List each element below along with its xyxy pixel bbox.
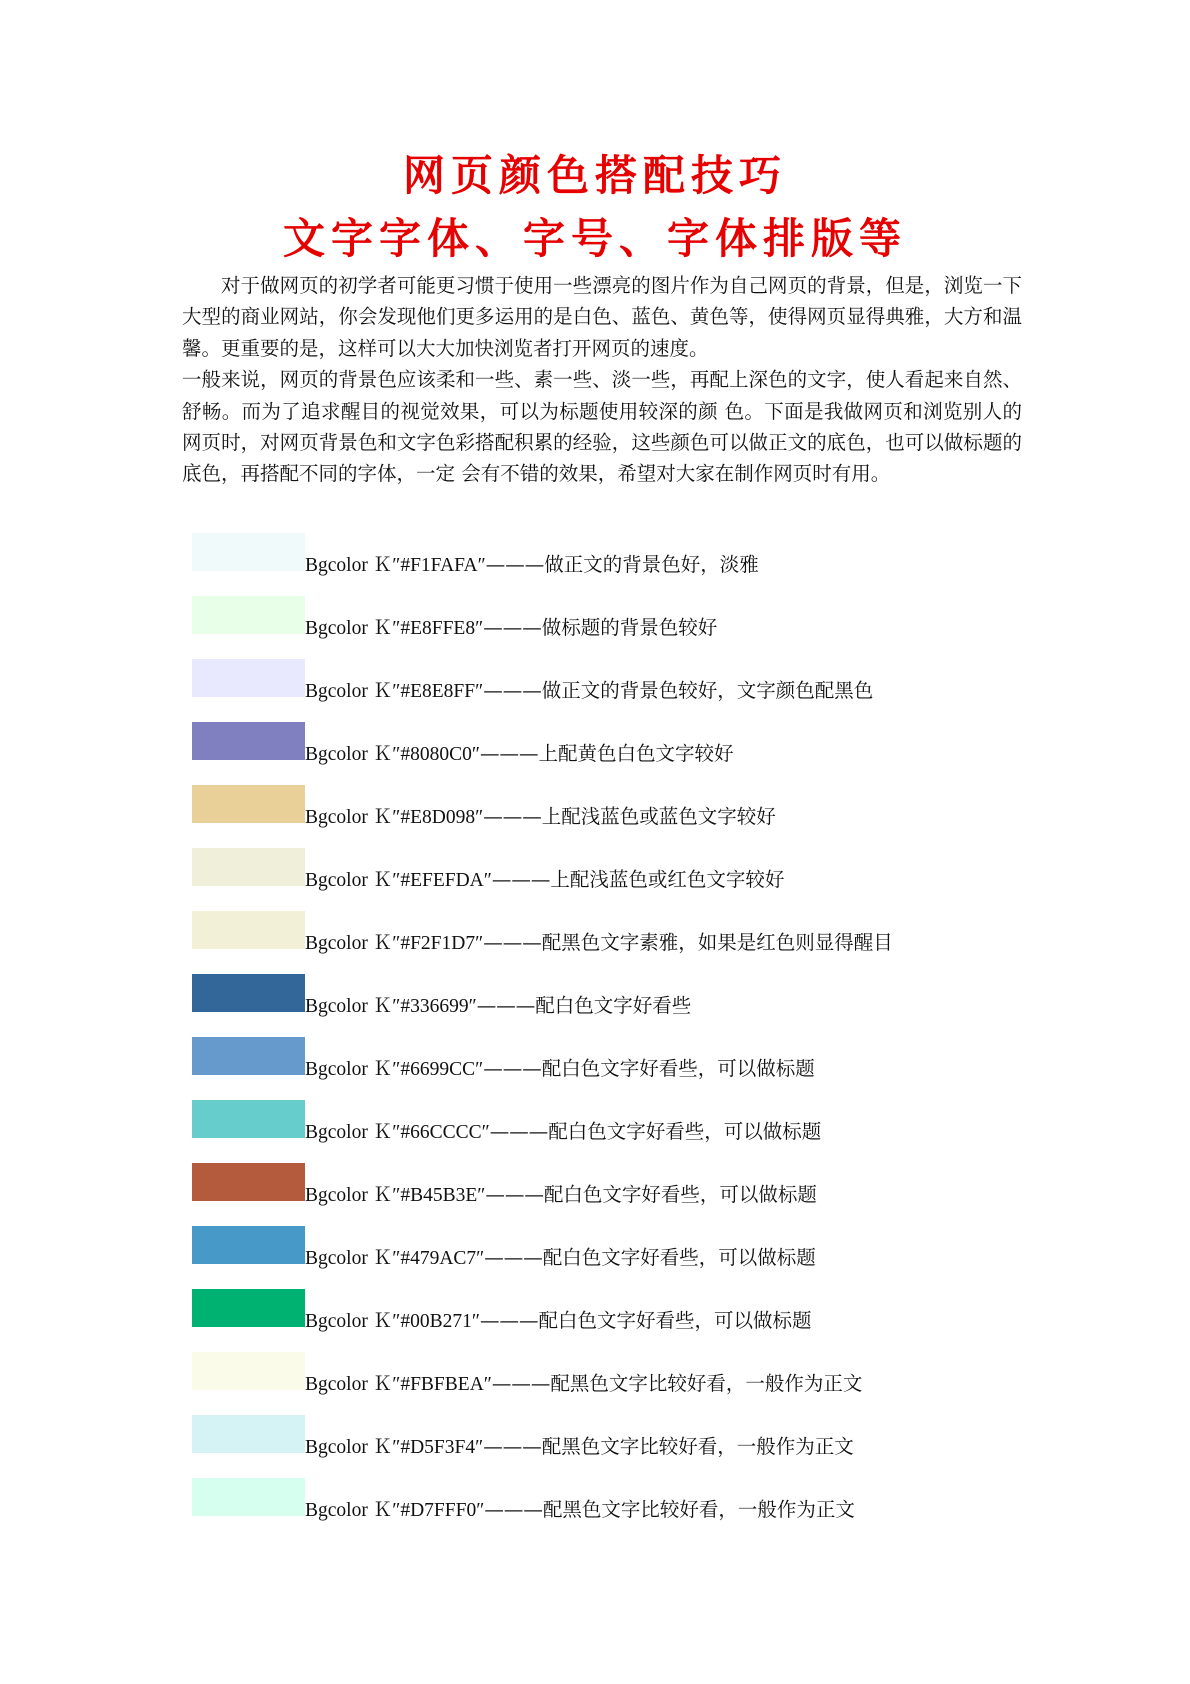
swatch-prefix: Bgcolor Ｋ″ bbox=[305, 1437, 401, 1458]
color-swatch-row bbox=[192, 659, 1012, 722]
color-swatch bbox=[192, 1226, 305, 1264]
color-swatch bbox=[192, 1037, 305, 1075]
swatch-hex-code: #336699″ bbox=[400, 996, 477, 1017]
swatch-hex-code: #6699CC″ bbox=[400, 1059, 484, 1080]
swatch-prefix: Bgcolor Ｋ″ bbox=[305, 1500, 401, 1521]
swatch-prefix: Bgcolor Ｋ″ bbox=[305, 1248, 401, 1269]
swatch-prefix: Bgcolor Ｋ″ bbox=[305, 933, 401, 954]
color-swatch bbox=[192, 1352, 305, 1390]
color-swatch-label bbox=[305, 1180, 817, 1211]
swatch-description: ———做正文的背景色较好，文字颜色配黑色 bbox=[483, 679, 874, 702]
color-swatch-row bbox=[192, 1289, 1012, 1352]
swatch-description: ———上配浅蓝色或蓝色文字较好 bbox=[483, 805, 776, 828]
swatch-description: ———做标题的背景色较好 bbox=[483, 616, 718, 639]
swatch-description: ———配白色文字好看些，可以做标题 bbox=[485, 1183, 817, 1206]
swatch-description: ———配白色文字好看些，可以做标题 bbox=[483, 1057, 815, 1080]
color-swatch-row bbox=[192, 1478, 1012, 1541]
swatch-hex-code: #F1FAFA″ bbox=[400, 555, 486, 576]
swatch-description: ———上配浅蓝色或红色文字较好 bbox=[491, 868, 785, 891]
swatch-description: ———配白色文字好看些，可以做标题 bbox=[484, 1246, 816, 1269]
color-swatch-label bbox=[305, 1054, 815, 1085]
intro-text bbox=[182, 270, 1022, 490]
swatch-hex-code: #E8D098″ bbox=[400, 807, 484, 828]
swatch-description: ———配黑色文字比较好看，一般作为正文 bbox=[491, 1372, 863, 1395]
color-swatch-label bbox=[305, 676, 873, 707]
color-swatch bbox=[192, 722, 305, 760]
color-swatch-label bbox=[305, 739, 733, 770]
swatch-prefix: Bgcolor Ｋ″ bbox=[305, 1374, 401, 1395]
swatch-description: ———配白色文字好看些，可以做标题 bbox=[479, 1309, 812, 1332]
color-swatch bbox=[192, 659, 305, 697]
swatch-hex-code: #E8FFE8″ bbox=[400, 618, 484, 639]
swatch-prefix: Bgcolor Ｋ″ bbox=[305, 1059, 401, 1080]
swatch-hex-code: #F2F1D7″ bbox=[400, 933, 484, 954]
color-swatch-row bbox=[192, 1037, 1012, 1100]
color-swatch bbox=[192, 974, 305, 1012]
swatch-prefix: Bgcolor Ｋ″ bbox=[305, 555, 401, 576]
color-swatch bbox=[192, 848, 305, 886]
color-swatch-label bbox=[305, 1369, 862, 1400]
swatch-hex-code: #FBFBEA″ bbox=[400, 1374, 492, 1395]
swatch-description: ———做正文的背景色好，淡雅 bbox=[485, 553, 759, 576]
color-swatch-label bbox=[305, 991, 691, 1022]
color-swatch-row bbox=[192, 1415, 1012, 1478]
color-swatch-label bbox=[305, 928, 893, 959]
swatch-prefix: Bgcolor Ｋ″ bbox=[305, 996, 401, 1017]
intro-paragraph-1: 对于做网页的初学者可能更习惯于使用一些漂亮的图片作为自己网页的背景，但是，浏览一下大型的商业网站，你会发现他们更多运用的是白色、蓝色、黄色等，使得网页显得典雅，大方和温馨。更重要的是，这样可以大大加快浏览者打开网页的速度。 bbox=[182, 274, 1022, 360]
color-swatch-row bbox=[192, 785, 1012, 848]
swatch-prefix: Bgcolor Ｋ″ bbox=[305, 618, 401, 639]
color-swatch-list bbox=[192, 533, 1012, 1541]
swatch-description: ———配黑色文字素雅，如果是红色则显得醒目 bbox=[483, 931, 893, 954]
intro-paragraph-2: 一般来说，网页的背景色应该柔和一些、素一些、淡一些，再配上深色的文字，使人看起来自然、舒畅。而为了追求醒目的视觉效果，可以为标题使用较深的颜 色。下面是我做网页和浏览别人的网页时，对网页背景色和文字色彩搭配积累的经验，这些颜色可以做正文的底色，也可以做标题的底色，再搭配不同的字体，一定 会有不错的效果，希望对大家在制作网页时有用。 bbox=[182, 368, 1022, 486]
color-swatch-row bbox=[192, 1100, 1012, 1163]
swatch-hex-code: #00B271″ bbox=[400, 1311, 480, 1332]
color-swatch bbox=[192, 1163, 305, 1201]
color-swatch-row bbox=[192, 911, 1012, 974]
color-swatch bbox=[192, 1289, 305, 1327]
swatch-hex-code: #B45B3E″ bbox=[400, 1185, 486, 1206]
color-swatch-row bbox=[192, 1163, 1012, 1226]
swatch-hex-code: #66CCCC″ bbox=[400, 1122, 490, 1143]
color-swatch-label bbox=[305, 550, 759, 581]
swatch-description: ———配黑色文字比较好看，一般作为正文 bbox=[483, 1435, 854, 1458]
swatch-description: ———配白色文字好看些 bbox=[476, 994, 692, 1017]
color-swatch-row bbox=[192, 848, 1012, 911]
swatch-description: ———配白色文字好看些，可以做标题 bbox=[489, 1120, 822, 1143]
color-swatch-row bbox=[192, 1352, 1012, 1415]
color-swatch-label bbox=[305, 613, 717, 644]
swatch-hex-code: #EFEFDA″ bbox=[400, 870, 492, 891]
color-swatch bbox=[192, 533, 305, 571]
color-swatch-label bbox=[305, 802, 776, 833]
color-swatch-label bbox=[305, 1243, 816, 1274]
swatch-prefix: Bgcolor Ｋ″ bbox=[305, 744, 401, 765]
color-swatch bbox=[192, 911, 305, 949]
swatch-hex-code: #D7FFF0″ bbox=[400, 1500, 485, 1521]
swatch-prefix: Bgcolor Ｋ″ bbox=[305, 1185, 401, 1206]
swatch-hex-code: #E8E8FF″ bbox=[400, 681, 484, 702]
swatch-prefix: Bgcolor Ｋ″ bbox=[305, 1122, 401, 1143]
color-swatch-row bbox=[192, 974, 1012, 1037]
color-swatch-row bbox=[192, 533, 1012, 596]
swatch-prefix: Bgcolor Ｋ″ bbox=[305, 870, 401, 891]
color-swatch-row bbox=[192, 596, 1012, 659]
document-subtitle: 文字字体、字号、字体排版等 bbox=[282, 214, 907, 263]
color-swatch bbox=[192, 785, 305, 823]
color-swatch-row bbox=[192, 1226, 1012, 1289]
color-swatch bbox=[192, 596, 305, 634]
swatch-hex-code: #479AC7″ bbox=[400, 1248, 485, 1269]
swatch-prefix: Bgcolor Ｋ″ bbox=[305, 681, 401, 702]
color-swatch bbox=[192, 1478, 305, 1516]
swatch-hex-code: #8080C0″ bbox=[400, 744, 480, 765]
color-swatch-label bbox=[305, 1306, 811, 1337]
document-title: 网页颜色搭配技巧 bbox=[402, 151, 787, 200]
color-swatch bbox=[192, 1415, 305, 1453]
swatch-hex-code: #D5F3F4″ bbox=[400, 1437, 484, 1458]
swatch-prefix: Bgcolor Ｋ″ bbox=[305, 1311, 401, 1332]
color-swatch-label bbox=[305, 865, 784, 896]
color-swatch bbox=[192, 1100, 305, 1138]
color-swatch-label bbox=[305, 1495, 855, 1526]
color-swatch-label bbox=[305, 1117, 821, 1148]
swatch-description: ———配黑色文字比较好看，一般作为正文 bbox=[484, 1498, 855, 1521]
swatch-description: ———上配黄色白色文字较好 bbox=[479, 742, 734, 765]
swatch-prefix: Bgcolor Ｋ″ bbox=[305, 807, 401, 828]
color-swatch-label bbox=[305, 1432, 854, 1463]
color-swatch-row bbox=[192, 722, 1012, 785]
